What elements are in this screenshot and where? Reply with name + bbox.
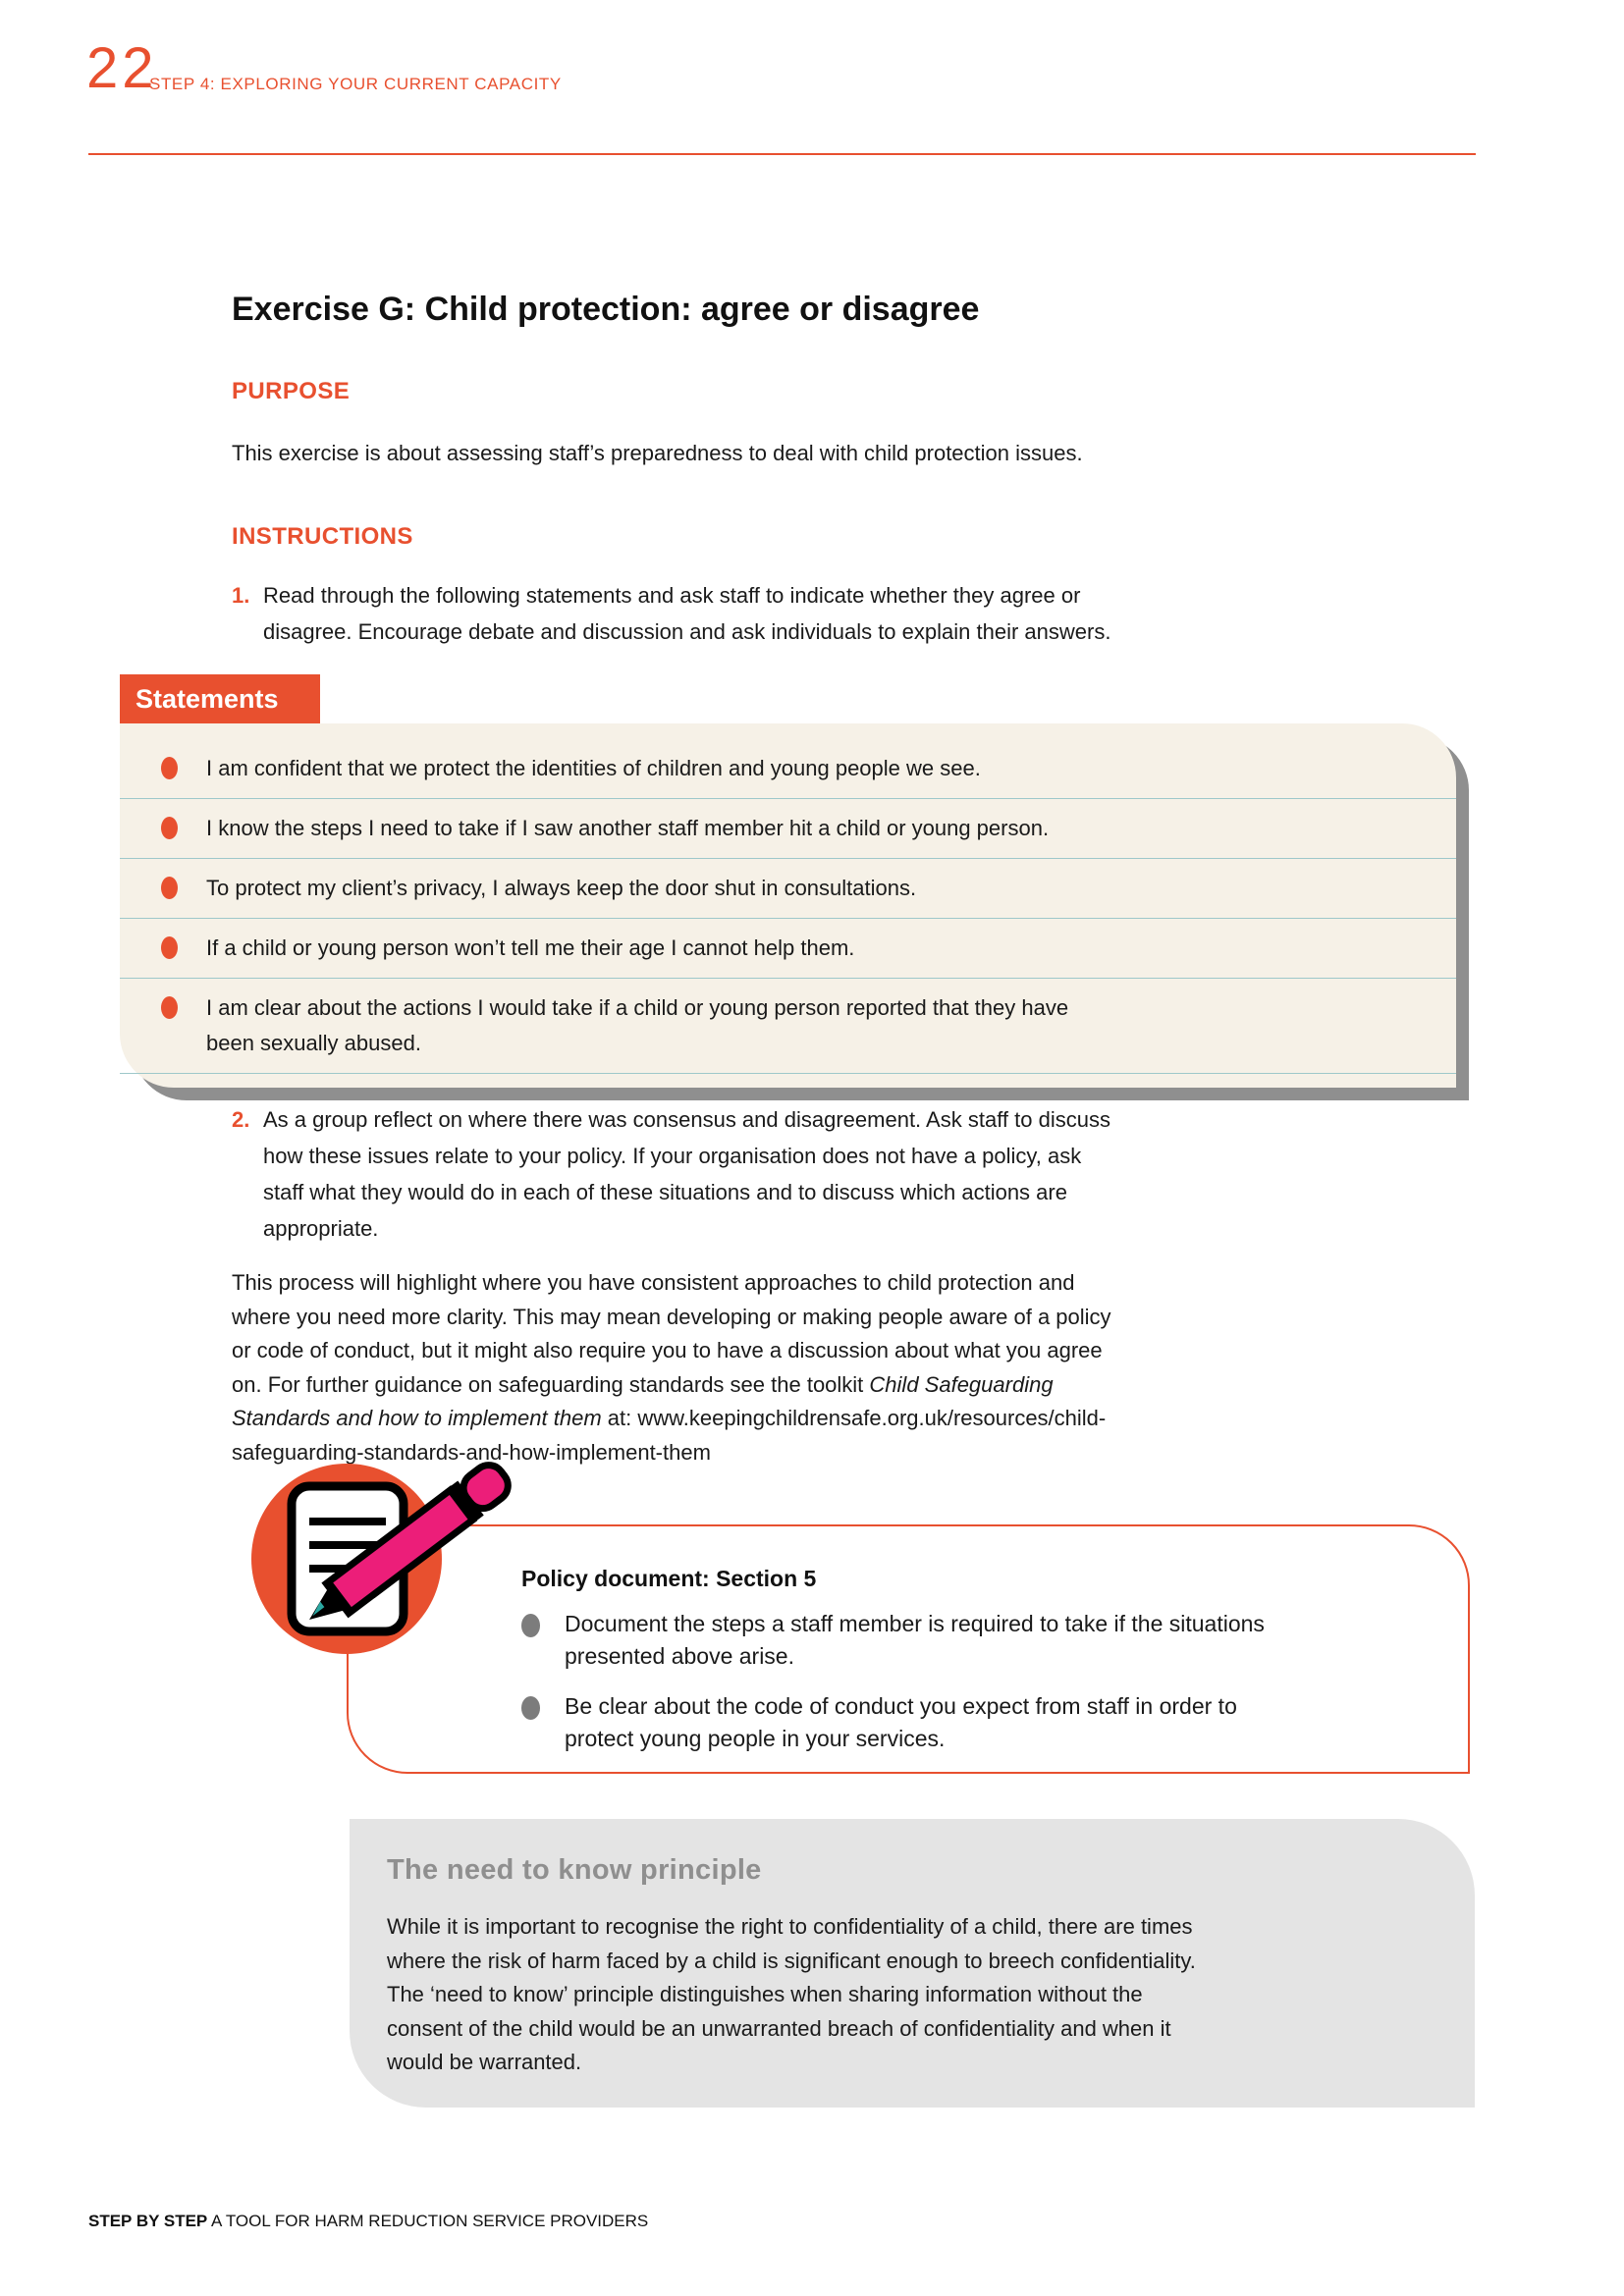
- need-to-know-body: [387, 1910, 1435, 2080]
- policy-box-heading: Policy document: Section 5: [521, 1566, 817, 1591]
- paragraph-line: [232, 1402, 1479, 1436]
- footer-title: STEP BY STEP: [88, 2212, 208, 2230]
- statement-text: To protect my client’s privacy, I always keep the door shut in consultations.: [206, 876, 917, 900]
- toolkit-title-italic: Standards and how to implement them: [232, 1406, 602, 1430]
- body-line: consent of the child would be an unwarranted breach of confidentiality and when it: [387, 2015, 1171, 2041]
- step-line: staff what they would do in each of these situations and to discuss which actions are: [263, 1180, 1067, 1204]
- statement-text: I am clear about the actions I would take if a child or young person reported that they have: [206, 995, 1069, 1020]
- paragraph-segment: at: www.keepingchildrensafe.org.uk/resources/child-: [601, 1406, 1107, 1430]
- body-line: would be warranted.: [387, 2050, 582, 2074]
- need-to-know-box: [350, 1819, 1475, 2108]
- statement-item: [120, 859, 1456, 919]
- policy-bullet-item: [521, 1690, 1429, 1755]
- bullet-icon: [161, 877, 178, 899]
- step-line: how these issues relate to your policy. If your organisation does not have a policy, ask: [263, 1144, 1082, 1168]
- statement-item: [120, 799, 1456, 859]
- notepad-pencil-icon: [248, 1457, 533, 1681]
- statement-text: been sexually abused.: [206, 1031, 421, 1055]
- header-rule: [88, 153, 1476, 155]
- step-number: 1.: [232, 583, 250, 608]
- bullet-icon: [161, 757, 178, 779]
- exercise-title: Exercise G: Child protection: agree or disagree: [232, 291, 980, 328]
- body-line: where the risk of harm faced by a child is significant enough to breech confidentiality.: [387, 1948, 1196, 1973]
- policy-bullet-text: protect young people in your services.: [565, 1726, 946, 1751]
- statement-text: I know the steps I need to take if I saw another staff member hit a child or young person.: [206, 816, 1050, 840]
- statement-text: I am confident that we protect the identities of children and young people we see.: [206, 756, 981, 780]
- paragraph-line: or code of conduct, but it might also require you to have a discussion about what you agree: [232, 1338, 1103, 1362]
- policy-bullet-text: presented above arise.: [565, 1643, 794, 1669]
- paragraph-line: safeguarding-standards-and-how-implement-them: [232, 1439, 711, 1465]
- step-line: appropriate.: [263, 1216, 379, 1241]
- statement-item: [120, 919, 1456, 979]
- purpose-text: This exercise is about assessing staff’s preparedness to deal with child protection issues.: [232, 441, 1083, 465]
- step-line: disagree. Encourage debate and discussion and ask individuals to explain their answers.: [263, 619, 1111, 644]
- purpose-heading: PURPOSE: [232, 378, 351, 404]
- body-line: The ‘need to know’ principle distinguishes when sharing information without the: [387, 1982, 1143, 2006]
- statement-text: If a child or young person won’t tell me their age I cannot help them.: [206, 935, 855, 960]
- instructions-heading: INSTRUCTIONS: [232, 523, 413, 550]
- paragraph-segment: on. For further guidance on safeguarding standards see the toolkit: [232, 1371, 870, 1397]
- statement-item: [120, 739, 1456, 799]
- body-line: While it is important to recognise the right to confidentiality of a child, there are times: [387, 1914, 1193, 1939]
- instruction-step-2: [232, 1101, 1110, 1247]
- page-number: 22: [86, 36, 158, 100]
- bullet-icon: [161, 817, 178, 839]
- running-header: STEP 4: EXPLORING YOUR CURRENT CAPACITY: [149, 75, 562, 93]
- bullet-icon: [161, 996, 178, 1019]
- policy-bullet-item: [521, 1608, 1429, 1673]
- step-line: As a group reflect on where there was consensus and disagreement. Ask staff to discuss: [263, 1107, 1110, 1132]
- bullet-icon: [521, 1696, 540, 1720]
- policy-bullet-text: Document the steps a staff member is required to take if the situations: [565, 1611, 1265, 1636]
- step-number: 2.: [232, 1107, 250, 1132]
- policy-bullet-text: Be clear about the code of conduct you expect from staff in order to: [565, 1693, 1237, 1719]
- bullet-icon: [161, 936, 178, 959]
- footer-subtitle: A TOOL FOR HARM REDUCTION SERVICE PROVIDERS: [207, 2212, 649, 2230]
- page-footer: [88, 2212, 648, 2231]
- statements-label: Statements: [120, 674, 320, 723]
- process-paragraph: [232, 1266, 1479, 1469]
- statement-item: [120, 979, 1456, 1074]
- instruction-step-1: [232, 577, 1110, 650]
- step-line: Read through the following statements and ask staff to indicate whether they agree or: [263, 583, 1081, 608]
- paragraph-line: [232, 1368, 1479, 1403]
- toolkit-title-italic: Child Safeguarding: [869, 1371, 1054, 1397]
- need-to-know-heading: The need to know principle: [387, 1854, 762, 1886]
- paragraph-line: where you need more clarity. This may mean developing or making people aware of a policy: [232, 1304, 1111, 1329]
- paragraph-line: This process will highlight where you have consistent approaches to child protection and: [232, 1270, 1075, 1295]
- statements-box: [120, 723, 1456, 1088]
